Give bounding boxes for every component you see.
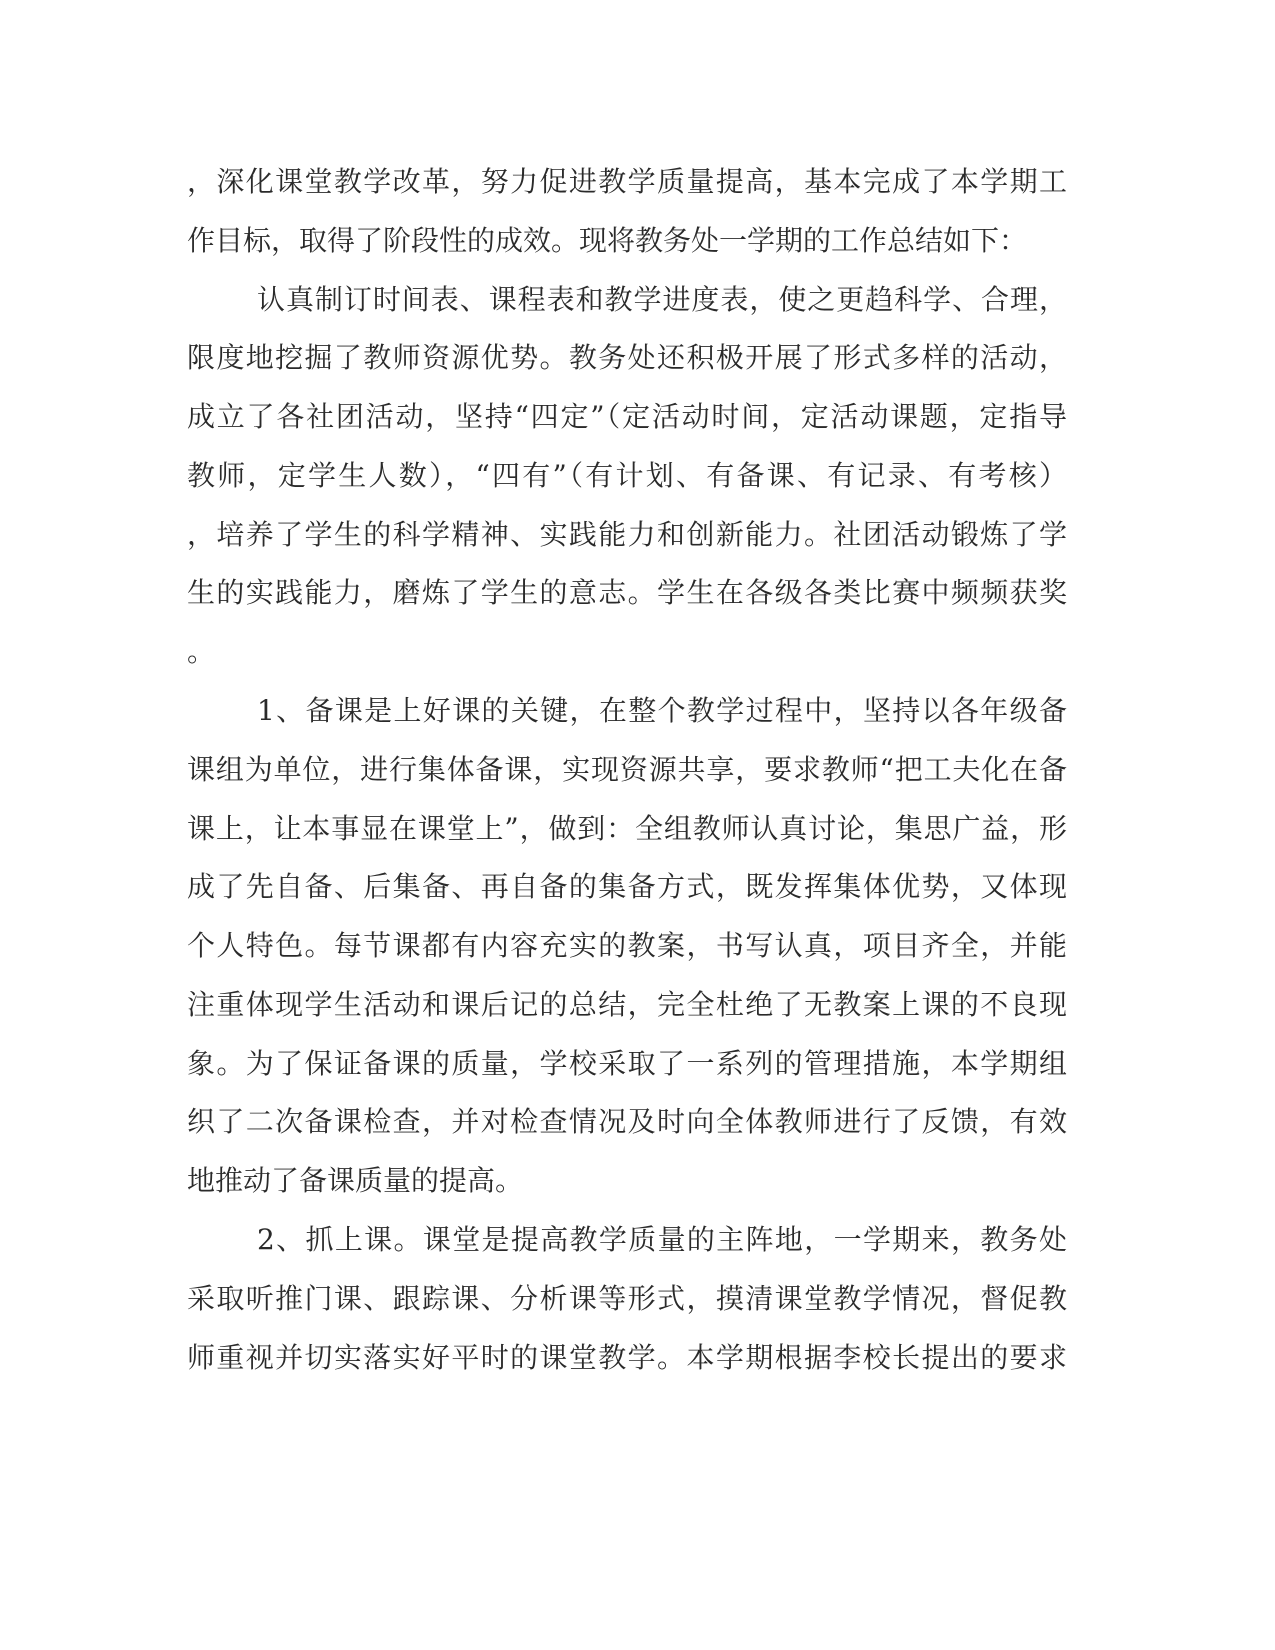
text-line: 2、抓上课。课堂是提高教学质量的主阵地，一学期来，教务处 (257, 1223, 1067, 1256)
text-line: 象。为了保证备课的质量，学校采取了一系列的管理措施，本学期组 (187, 1047, 1067, 1080)
text-line: 成立了各社团活动，坚持“四定”（定活动时间，定活动课题，定指导 (187, 400, 1067, 433)
text-line: 注重体现学生活动和课后记的总结，完全杜绝了无教案上课的不良现 (187, 988, 1067, 1021)
text-line: 个人特色。每节课都有内容充实的教案，书写认真，项目齐全，并能 (187, 929, 1067, 962)
text-line: 师重视并切实落实好平时的课堂教学。本学期根据李校长提出的要求 (187, 1341, 1067, 1374)
text-line: ，培养了学生的科学精神、实践能力和创新能力。社团活动锻炼了学 (187, 518, 1067, 551)
text-line: 限度地挖掘了教师资源优势。教务处还积极开展了形式多样的活动， (187, 341, 1067, 374)
text-line: 认真制订时间表、课程表和教学进度表，使之更趋科学、合理， (257, 283, 1067, 316)
text-line: 1、备课是上好课的关键，在整个教学过程中，坚持以各年级备 (257, 694, 1067, 727)
text-line: 地推动了备课质量的提高。 (187, 1164, 524, 1197)
text-line: 织了二次备课检查，并对检查情况及时向全体教师进行了反馈，有效 (187, 1105, 1067, 1138)
text-line: 教师，定学生人数），“四有”（有计划、有备课、有记录、有考核） (187, 459, 1067, 492)
text-line: 作目标，取得了阶段性的成效。现将教务处一学期的工作总结如下： (187, 224, 1028, 257)
text-line: 课上，让本事显在课堂上”，做到：全组教师认真讨论，集思广益，形 (187, 812, 1067, 845)
text-line: 生的实践能力，磨炼了学生的意志。学生在各级各类比赛中频频获奖 (187, 576, 1067, 609)
text-line: 。 (187, 635, 216, 668)
text-line: 采取听推门课、跟踪课、分析课等形式，摸清课堂教学情况，督促教 (187, 1282, 1067, 1315)
text-line: 课组为单位，进行集体备课，实现资源共享，要求教师“把工夫化在备 (187, 753, 1067, 786)
text-line: 成了先自备、后集备、再自备的集备方式，既发挥集体优势，又体现 (187, 870, 1067, 903)
text-line: ，深化课堂教学改革，努力促进教学质量提高，基本完成了本学期工 (187, 165, 1067, 198)
